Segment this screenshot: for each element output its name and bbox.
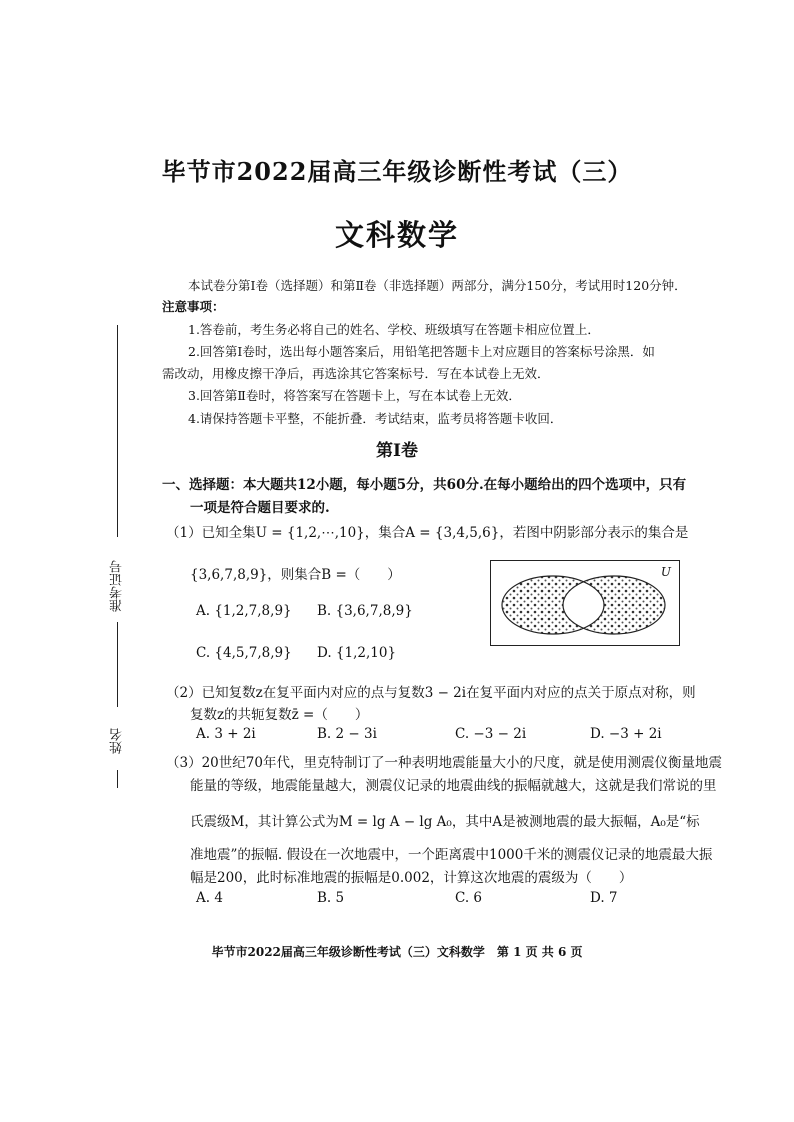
venn-universe-label: U	[660, 565, 671, 579]
q3-stem: （3）20世纪70年代，里克特制订了一种表明地震能量大小的尺度，就是使用测震仪衡量地震	[166, 755, 722, 771]
q3-option-c: C. 6	[455, 890, 483, 906]
q3-stem-line4: 准地震”的振幅. 假设在一次地震中，一个距离震中1000千米的测震仪记录的地震最大振	[190, 847, 713, 863]
q2-stem: （2）已知复数z在复平面内对应的点与复数3 − 2i在复平面内对应的点关于原点对称，则	[166, 685, 696, 701]
q1-option-a: A. {1,2,7,8,9}	[196, 603, 292, 619]
q3-stem-line5: 幅是200，此时标准地震的振幅是0.002，计算这次地震的震级为（ ）	[190, 870, 633, 886]
q2-option-b: B. 2 − 3i	[317, 726, 377, 742]
note-4: 4.请保持答题卡平整，不能折叠．考试结束，监考员将答题卡收回．	[188, 411, 563, 426]
q1-stem: （1）已知全集U = {1,2,⋯,10}，集合A = {3,4,5,6}，若图中阴影部分表示的集合是	[166, 525, 689, 541]
subject-title: 文科数学	[334, 218, 459, 252]
binding-line-top	[117, 325, 118, 537]
venn-svg	[491, 561, 679, 645]
note-2: 2.回答第Ⅰ卷时，选出每小题答案后，用铅笔把答题卡上对应题目的答案标号涂黑．如	[188, 344, 655, 359]
exam-id-label: 准考证号	[110, 560, 125, 612]
page-footer: 毕节市2022届高三年级诊断性考试（三）文科数学 第 1 页 共 6 页	[211, 945, 583, 959]
q1-option-b: B. {3,6,7,8,9}	[317, 603, 413, 619]
q3-option-a: A. 4	[196, 890, 223, 906]
section-title: 第Ⅰ卷	[376, 441, 418, 461]
exam-title: 毕节市2022届高三年级诊断性考试（三）	[161, 157, 633, 186]
q1-option-d: D. {1,2,10}	[317, 645, 397, 661]
name-blank	[117, 770, 118, 788]
notes-title: 注意事项：	[162, 299, 225, 314]
part1-heading-cont: 一项是符合题目要求的.	[190, 500, 330, 516]
q3-stem-line2: 能量的等级，地震能量越大，测震仪记录的地震曲线的振幅就越大，这就是我们常说的里	[190, 778, 717, 794]
q3-option-b: B. 5	[317, 890, 345, 906]
name-label: 姓名	[110, 728, 125, 754]
q2-option-d: D. −3 + 2i	[590, 726, 662, 742]
q3-stem-line3: 氏震级M，其计算公式为M = lg A − lg A₀，其中A是被测地震的最大振幅，A₀是“标	[190, 814, 700, 830]
paper-intro: 本试卷分第Ⅰ卷（选择题）和第Ⅱ卷（非选择题）两部分，满分150分，考试用时120分钟．	[188, 278, 687, 293]
note-2-cont: 需改动，用橡皮擦干净后，再选涂其它答案标号．写在本试卷上无效．	[162, 366, 550, 381]
exam-id-blank	[117, 622, 118, 707]
note-1: 1.答卷前，考生务必将自己的姓名、学校、班级填写在答题卡相应位置上．	[188, 322, 600, 337]
venn-diagram	[490, 560, 680, 646]
q2-stem-cont: 复数z的共轭复数z̄ =（ ）	[190, 707, 369, 723]
q3-option-d: D. 7	[590, 890, 618, 906]
note-3: 3.回答第Ⅱ卷时，将答案写在答题卡上，写在本试卷上无效．	[188, 388, 521, 403]
q2-option-a: A. 3 + 2i	[196, 726, 256, 742]
q1-stem-cont: {3,6,7,8,9}，则集合B =（ ）	[190, 567, 401, 583]
part1-heading: 一、选择题：本大题共12小题，每小题5分，共60分.在每小题给出的四个选项中，只有	[162, 477, 687, 493]
q1-option-c: C. {4,5,7,8,9}	[196, 645, 292, 661]
q2-option-c: C. −3 − 2i	[455, 726, 527, 742]
